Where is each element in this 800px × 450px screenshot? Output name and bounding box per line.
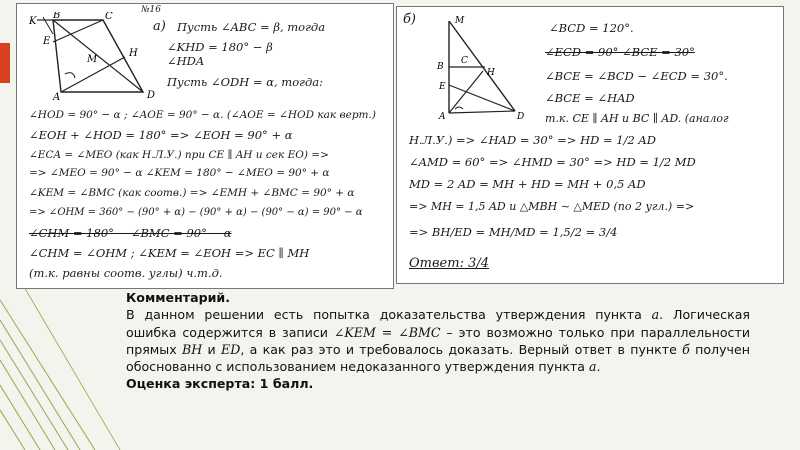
part-label-b: б) [403,12,417,27]
answer-line: Ответ: 3/4 [409,256,490,271]
line-ed: ED [221,341,241,357]
comment-text: , а как раз это и требовалось доказать. Верный ответ в пункте [240,341,683,357]
comment-text: В данном решении есть попытка доказательства утверждения пункта [126,307,652,323]
point-label: C [461,56,468,66]
point-label: H [129,48,138,59]
handwritten-line: (т.к. равны соотв. углы) ч.т.д. [29,266,223,280]
comment-heading: Комментарий. [126,290,231,305]
handwritten-line: Пусть ∠ODH = α, тогда: [167,75,323,89]
trapezoid-figure-b [419,15,529,121]
solution-scan-a [16,3,394,289]
point-label: H [487,68,495,78]
point-label: A [439,112,446,121]
part-label-a: а) [153,19,166,34]
handwritten-line: ∠KHD = 180° − β [167,40,273,54]
point-label: E [43,36,51,47]
accent-bar [0,43,10,83]
point-label: D [517,112,525,121]
comment-text: получен обоснованно с использованием недоказанного утверждения пункта [126,341,750,375]
handwritten-line: => ∠MEO = 90° − α ∠KEM = 180° − ∠MEO = 90° + α [29,167,330,179]
solution-scan-b [396,6,784,284]
point-label: D [147,90,156,101]
handwritten-line: ∠HOD = 90° − α ; ∠AOE = 90° − α. (∠AOE = ∠HOD как верт.) [29,109,376,121]
comment-var: а [588,359,597,375]
point-label: K [29,16,37,27]
point-label: B [437,62,444,72]
point-label: E [439,82,446,92]
handwritten-line: => ∠OHM = 360° − (90° + α) − (90° + α) − (90° − α) = 90° − α [29,207,363,218]
point-label: C [105,12,113,22]
comment-paragraph [126,306,750,375]
point-label: B [53,12,61,21]
handwritten-line: ∠BCE = ∠BCD − ∠ECD = 30°. [545,69,728,83]
handwritten-line: => MH = 1,5 AD и △MBH ∼ △MED (по 2 угл.) => [409,200,695,213]
handwritten-line: ∠AMD = 60° => ∠HMD = 30° => HD = 1/2 MD [409,155,696,169]
handwritten-line: Пусть ∠ABC = β, тогда [177,20,326,34]
handwritten-line: ∠KEM = ∠BMC (как соотв.) => ∠EMH + ∠BMC = 90° + α [29,187,355,199]
handwritten-line: => BH/ED = MH/MD = 1,5/2 = 3/4 [409,225,618,239]
handwritten-line: ∠HDA [167,54,205,68]
line-bh: BH [182,341,203,357]
comment-var: а [651,307,660,323]
comment-text: – это возможно только при параллельности прямых [126,324,750,357]
handwritten-line: ∠ECD = 90° ∠BCE = 30° [545,45,695,59]
handwritten-line: т.к. CE ∥ AH и BC ∥ AD. (аналог [545,112,729,125]
handwritten-line: ∠CHM = 180° − ∠BMC = 90° − α [29,226,232,240]
handwritten-line: ∠ECA = ∠MEO (как Н.Л.У.) при CE ∥ AH и сек EO) => [29,149,329,161]
handwritten-line: MD = 2 AD = MH + HD = MH + 0,5 AD [409,177,646,191]
angle-equality: ∠KEM = ∠BMC [333,324,441,340]
expert-comment [126,289,750,393]
comment-text: и [202,341,222,357]
handwritten-line: ∠CHM = ∠OHM ; ∠KEM = ∠EOH => EC ∥ MH [29,246,310,260]
point-label: M [455,16,465,26]
point-label: A [53,92,61,102]
expert-score: Оценка эксперта: 1 балл. [126,376,314,392]
handwritten-line: Н.Л.У.) => ∠HAD = 30° => HD = 1/2 AD [409,133,656,147]
point-label: M [87,54,98,65]
fig-number: №16 [141,5,161,15]
comment-text: . [596,359,601,375]
comment-text: . Логическая ошибка содержится в записи [126,307,750,340]
comment-var: б [682,341,690,357]
handwritten-line: ∠BCE = ∠HAD [545,91,635,105]
handwritten-line: ∠BCD = 120°. [549,21,634,35]
handwritten-line: ∠EOH + ∠HOD = 180° => ∠EOH = 90° + α [29,128,293,142]
